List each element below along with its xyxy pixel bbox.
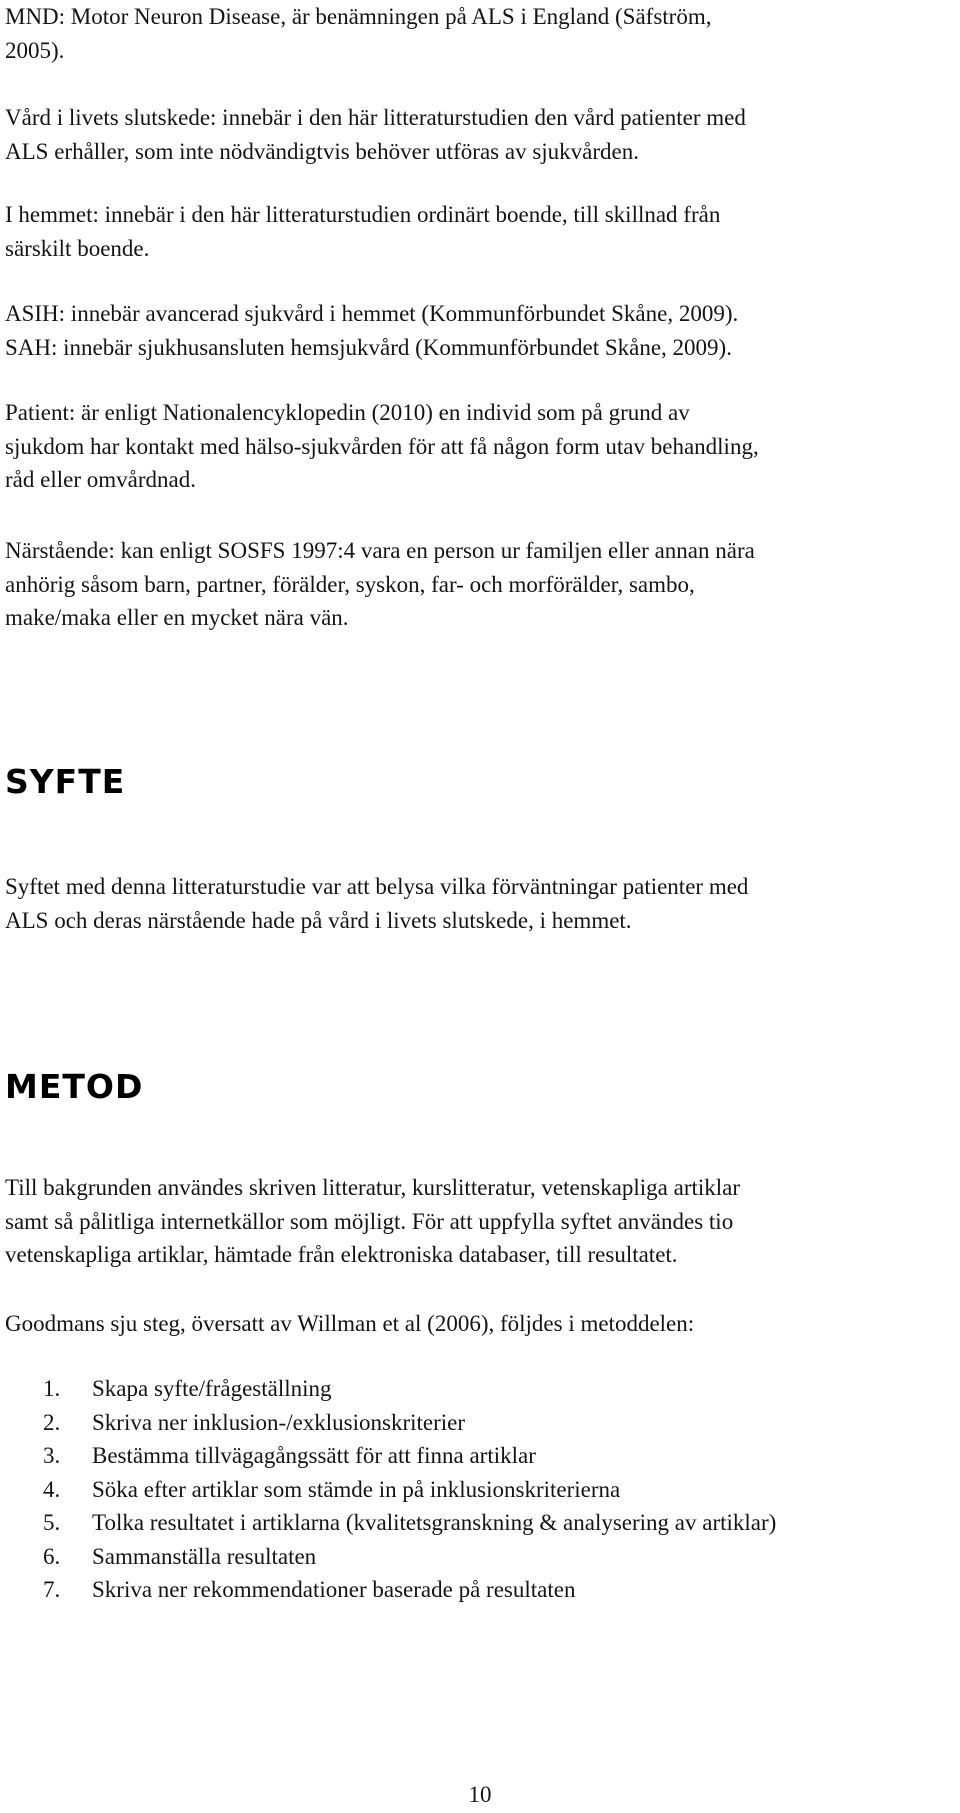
list-item-number: 3. [43,1443,61,1468]
list-item-number: 6. [43,1543,61,1569]
list-item-text: Skriva ner rekommendationer baserade på resultaten [92,1577,576,1602]
definition-narstaende [5,534,955,635]
list-item-number: 4. [43,1476,61,1502]
list-item-number: 2. [43,1409,61,1435]
text-line: särskilt boende. [5,235,150,261]
list-item-text: Söka efter artiklar som stämde in på inklusionskriterierna [92,1476,621,1502]
definition-asih-sah [5,297,955,364]
list-item [5,1372,776,1406]
metod-heading: METOD [5,1067,144,1106]
definition-vard-i-livets-slutskede [5,101,955,168]
definition-mnd [5,0,955,67]
list-item [5,1540,776,1574]
syfte-heading: SYFTE [5,762,126,801]
definition-i-hemmet [5,198,955,265]
text-line: ASIH: innebär avancerad sjukvård i hemmet (Kommunförbundet Skåne, 2009). [5,301,739,326]
text-line: I hemmet: innebär i den här litteraturstudien ordinärt boende, till skillnad från [5,202,721,227]
text-line: Patient: är enligt Nationalencyklopedin (2010) en individ som på grund av [5,400,690,425]
text-line: Goodmans sju steg, översatt av Willman et al (2006), följdes i metoddelen: [5,1311,695,1336]
text-line: ALS och deras närstående hade på vård i livets slutskede, i hemmet. [5,907,632,933]
text-line: anhörig såsom barn, partner, förälder, syskon, far- och morförälder, sambo, [5,571,695,597]
list-item-text: Skapa syfte/frågeställning [92,1376,332,1401]
list-item [5,1506,776,1540]
list-item-text: Tolka resultatet i artiklarna (kvalitetsgranskning & analysering av artiklar) [92,1510,777,1535]
text-line: 2005). [5,37,65,63]
list-item-number: 5. [43,1510,61,1535]
text-line: Syftet med denna litteraturstudie var att belysa vilka förväntningar patienter med [5,874,749,899]
text-line: Till bakgrunden användes skriven litteratur, kurslitteratur, vetenskapliga artiklar [5,1175,741,1200]
page-number: 10 [468,1782,492,1807]
text-line: samt så pålitliga internetkällor som möjligt. För att uppfylla syftet användes tio [5,1208,734,1234]
text-line: Vård i livets slutskede: innebär i den här litteraturstudien den vård patienter med [5,105,746,130]
text-line: SAH: innebär sjukhusansluten hemsjukvård (Kommunförbundet Skåne, 2009). [5,334,732,360]
metod-paragraph-1 [5,1171,955,1272]
text-line: MND: Motor Neuron Disease, är benämningen på ALS i England (Säfström, [5,4,712,29]
text-line: Närstående: kan enligt SOSFS 1997:4 vara en person ur familjen eller annan nära [5,538,755,563]
list-item-text: Sammanställa resultaten [92,1543,317,1569]
list-item-number: 7. [43,1577,61,1602]
text-line: ALS erhåller, som inte nödvändigtvis behöver utföras av sjukvården. [5,138,639,164]
text-line: make/maka eller en mycket nära vän. [5,605,349,630]
list-item-number: 1. [43,1376,61,1401]
list-item [5,1573,776,1607]
text-line: råd eller omvårdnad. [5,467,196,492]
list-item [5,1439,776,1473]
list-item-text: Bestämma tillvägagångssätt för att finna artiklar [92,1443,536,1468]
text-line: sjukdom har kontakt med hälso-sjukvården för att få någon form utav behandling, [5,433,759,459]
text-line: vetenskapliga artiklar, hämtade från elektroniska databaser, till resultatet. [5,1242,678,1267]
list-item [5,1406,776,1440]
list-item [5,1473,776,1507]
definition-patient [5,396,955,497]
metod-paragraph-2 [5,1307,955,1341]
goodman-steps-list [5,1372,776,1607]
syfte-paragraph [5,870,955,937]
list-item-text: Skriva ner inklusion-/exklusionskriterier [92,1409,466,1435]
